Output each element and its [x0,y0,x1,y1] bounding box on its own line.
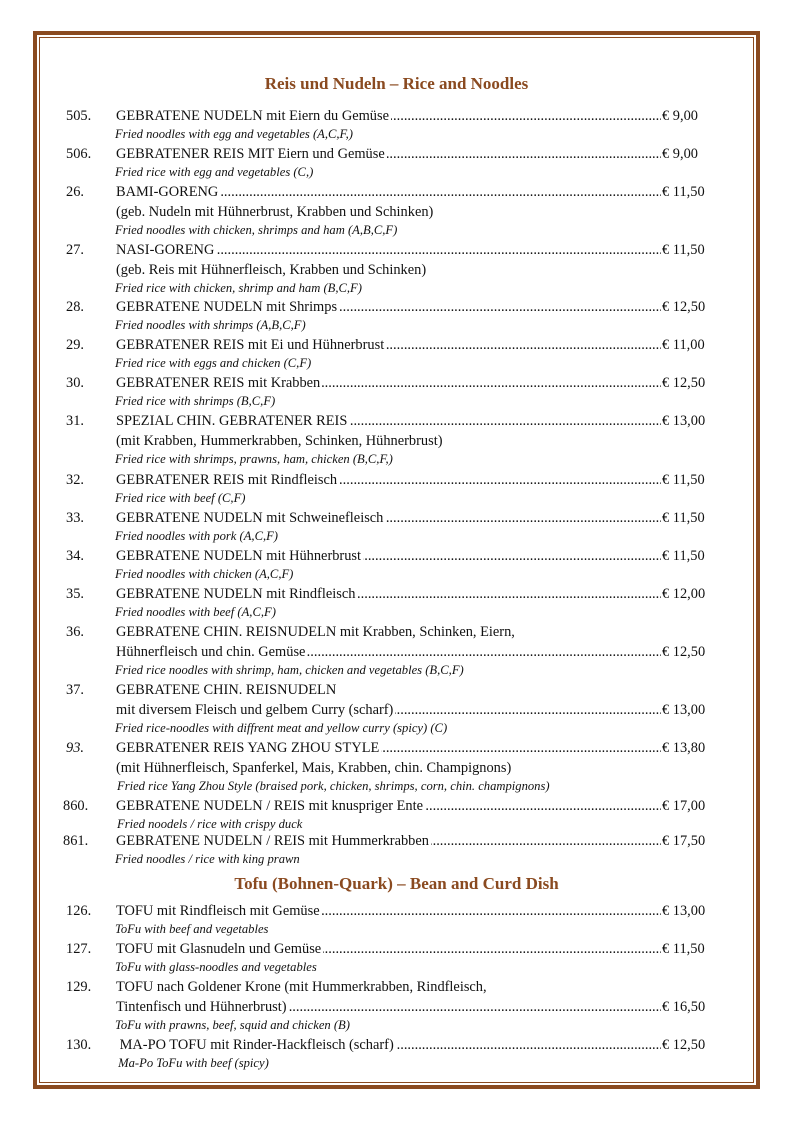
item-price: € 17,00 [662,798,706,814]
item-price: € 12,50 [662,375,706,391]
item-english: Fried noodles with shrimps (A,B,C,F) [115,318,306,332]
item-price: € 13,00 [662,903,706,919]
item-name: GEBRATENE NUDELN mit Rindfleisch ..... [116,584,661,604]
item-price: € 11,50 [662,472,705,488]
menu-item [0,831,793,851]
item-number: 130. [66,1037,92,1053]
menu-item [0,1035,793,1055]
menu-item [0,508,793,528]
menu-item [0,680,793,700]
item-name-line1: GEBRATENE CHIN. REISNUDELN [116,682,337,698]
menu-item [0,335,793,355]
item-english: Fried noodles with pork (A,C,F) [115,529,278,543]
item-name: GEBRATENER REIS mit Ei und Hühnerbrust ..... [116,335,661,355]
item-price: € 17,50 [662,833,706,849]
menu-item [0,622,793,642]
item-name: GEBRATENE NUDELN mit Schweinefleisch ..... [116,508,661,528]
item-number: 127. [66,941,92,957]
menu-item [0,182,793,202]
item-price: € 12,50 [662,299,706,315]
menu-item [0,106,793,126]
menu-item [0,240,793,260]
item-name: TOFU mit Rindfleisch mit Gemüse ..... [116,901,661,921]
section-title-tofu: Tofu (Bohnen-Quark) – Bean and Curd Dish [234,874,559,893]
item-english: Fried noodles with chicken (A,C,F) [115,567,294,581]
item-name: GEBRATENE NUDELN mit Shrimps ..... [116,297,661,317]
item-english: Fried rice with eggs and chicken (C,F) [115,356,312,370]
item-description: (geb. Nudeln mit Hühnerbrust, Krabben und Schinken) [116,204,434,220]
item-english: Ma-Po ToFu with beef (spicy) [115,1056,269,1070]
item-number: 37. [66,682,84,698]
item-number: 861. [63,833,89,849]
item-number: 860. [63,798,89,814]
menu-item [0,297,793,317]
item-name: GEBRATENE NUDELN mit Eiern du Gemüse ..... [116,106,661,126]
menu-item [0,373,793,393]
item-price: € 11,50 [662,548,705,564]
item-number: 35. [66,586,84,602]
item-english: Fried rice Yang Zhou Style (braised pork, chicken, shrimps, corn, chin. champignons) [117,779,550,793]
item-english: Fried noodles / rice with king prawn [115,852,300,866]
item-name: NASI-GORENG ..... [116,240,661,260]
item-price: € 13,00 [662,702,706,718]
item-number: 126. [66,903,92,919]
item-name-line1: GEBRATENE CHIN. REISNUDELN mit Krabben, Schinken, Eiern, [116,624,515,640]
item-name: Hühnerfleisch und chin. Gemüse ..... [116,642,661,662]
item-price: € 11,50 [662,184,705,200]
item-price: € 11,50 [662,941,705,957]
item-price: € 16,50 [662,999,706,1015]
item-price: € 11,50 [662,510,705,526]
item-english: ToFu with beef and vegetables [115,922,269,936]
item-price: € 12,00 [662,586,706,602]
item-english: Fried rice with egg and vegetables (C,) [115,165,314,179]
item-english: Fried rice with beef (C,F) [115,491,246,505]
item-english: ToFu with prawns, beef, squid and chicken (B) [115,1018,350,1032]
item-number: 29. [66,337,84,353]
item-name: BAMI-GORENG ..... [116,182,661,202]
item-price: € 12,50 [662,644,706,660]
menu-item [0,546,793,566]
menu-item [0,144,793,164]
item-number: 30. [66,375,84,391]
menu-item-cont [0,997,793,1017]
item-english: ToFu with glass-noodles and vegetables [115,960,317,974]
item-name: GEBRATENER REIS mit Krabben ..... [116,373,661,393]
item-english: Fried rice with chicken, shrimp and ham (B,C,F) [115,281,362,295]
item-name-line1: TOFU nach Goldener Krone (mit Hummerkrabben, Rindfleisch, [116,979,487,995]
menu-item [0,411,793,431]
item-number: 506. [66,146,92,162]
item-description: (mit Krabben, Hummerkrabben, Schinken, Hühnerbrust) [116,433,443,449]
item-price: € 11,50 [662,242,705,258]
menu-item [0,977,793,997]
item-description: (geb. Reis mit Hühnerfleisch, Krabben und Schinken) [116,262,427,278]
menu-item [0,584,793,604]
item-name: SPEZIAL CHIN. GEBRATENER REIS ..... [116,411,661,431]
item-name: GEBRATENE NUDELN / REIS mit knuspriger Ente ..... [116,796,661,816]
item-number: 26. [66,184,84,200]
item-english: Fried noodles with chicken, shrimps and ham (A,B,C,F) [115,223,398,237]
item-number: 36. [66,624,84,640]
item-english: Fried noodles with egg and vegetables (A,C,F,) [115,127,353,141]
menu-item [0,470,793,490]
item-name: TOFU mit Glasnudeln und Gemüse ..... [116,939,661,959]
item-name: MA-PO TOFU mit Rinder-Hackfleisch (scharf) ..... [116,1035,661,1055]
item-english: Fried noodels / rice with crispy duck [117,817,303,831]
menu-item-cont [0,700,793,720]
item-number: 33. [66,510,84,526]
item-name: GEBRATENE NUDELN mit Hühnerbrust ..... [116,546,661,566]
menu-item [0,901,793,921]
item-price: € 13,00 [662,413,706,429]
item-number: 31. [66,413,84,429]
item-number: 505. [66,108,92,124]
item-english: Fried rice with shrimps, prawns, ham, chicken (B,C,F,) [115,452,393,466]
item-name: GEBRATENER REIS YANG ZHOU STYLE ..... [116,738,661,758]
item-price: € 11,00 [662,337,705,353]
item-price: € 9,00 [662,108,698,124]
item-price: € 9,00 [662,146,698,162]
menu-item [0,796,793,816]
item-english: Fried noodles with beef (A,C,F) [115,605,276,619]
item-number: 28. [66,299,84,315]
section-title-rice-noodles: Reis und Nudeln – Rice and Noodles [264,74,529,93]
item-name: GEBRATENER REIS mit Rindfleisch ..... [116,470,661,490]
item-number: 93. [66,740,84,756]
item-number: 32. [66,472,84,488]
item-description: (mit Hühnerfleisch, Spanferkel, Mais, Krabben, chin. Champignons) [116,760,512,776]
item-price: € 13,80 [662,740,706,756]
item-english: Fried rice with shrimps (B,C,F) [115,394,276,408]
item-english: Fried rice noodles with shrimp, ham, chicken and vegetables (B,C,F) [115,663,464,677]
item-english: Fried rice-noodles with diffrent meat and yellow curry (spicy) (C) [115,721,448,735]
item-number: 27. [66,242,84,258]
item-name: mit diversem Fleisch und gelbem Curry (scharf) ..... [116,700,661,720]
item-name: GEBRATENER REIS MIT Eiern und Gemüse ..... [116,144,661,164]
item-name: GEBRATENE NUDELN / REIS mit Hummerkrabben ..... [116,831,661,851]
menu-item-cont [0,642,793,662]
item-number: 34. [66,548,84,564]
menu-item [0,738,793,758]
item-number: 129. [66,979,92,995]
menu-item [0,939,793,959]
item-name: Tintenfisch und Hühnerbrust) ..... [116,997,661,1017]
item-price: € 12,50 [662,1037,706,1053]
